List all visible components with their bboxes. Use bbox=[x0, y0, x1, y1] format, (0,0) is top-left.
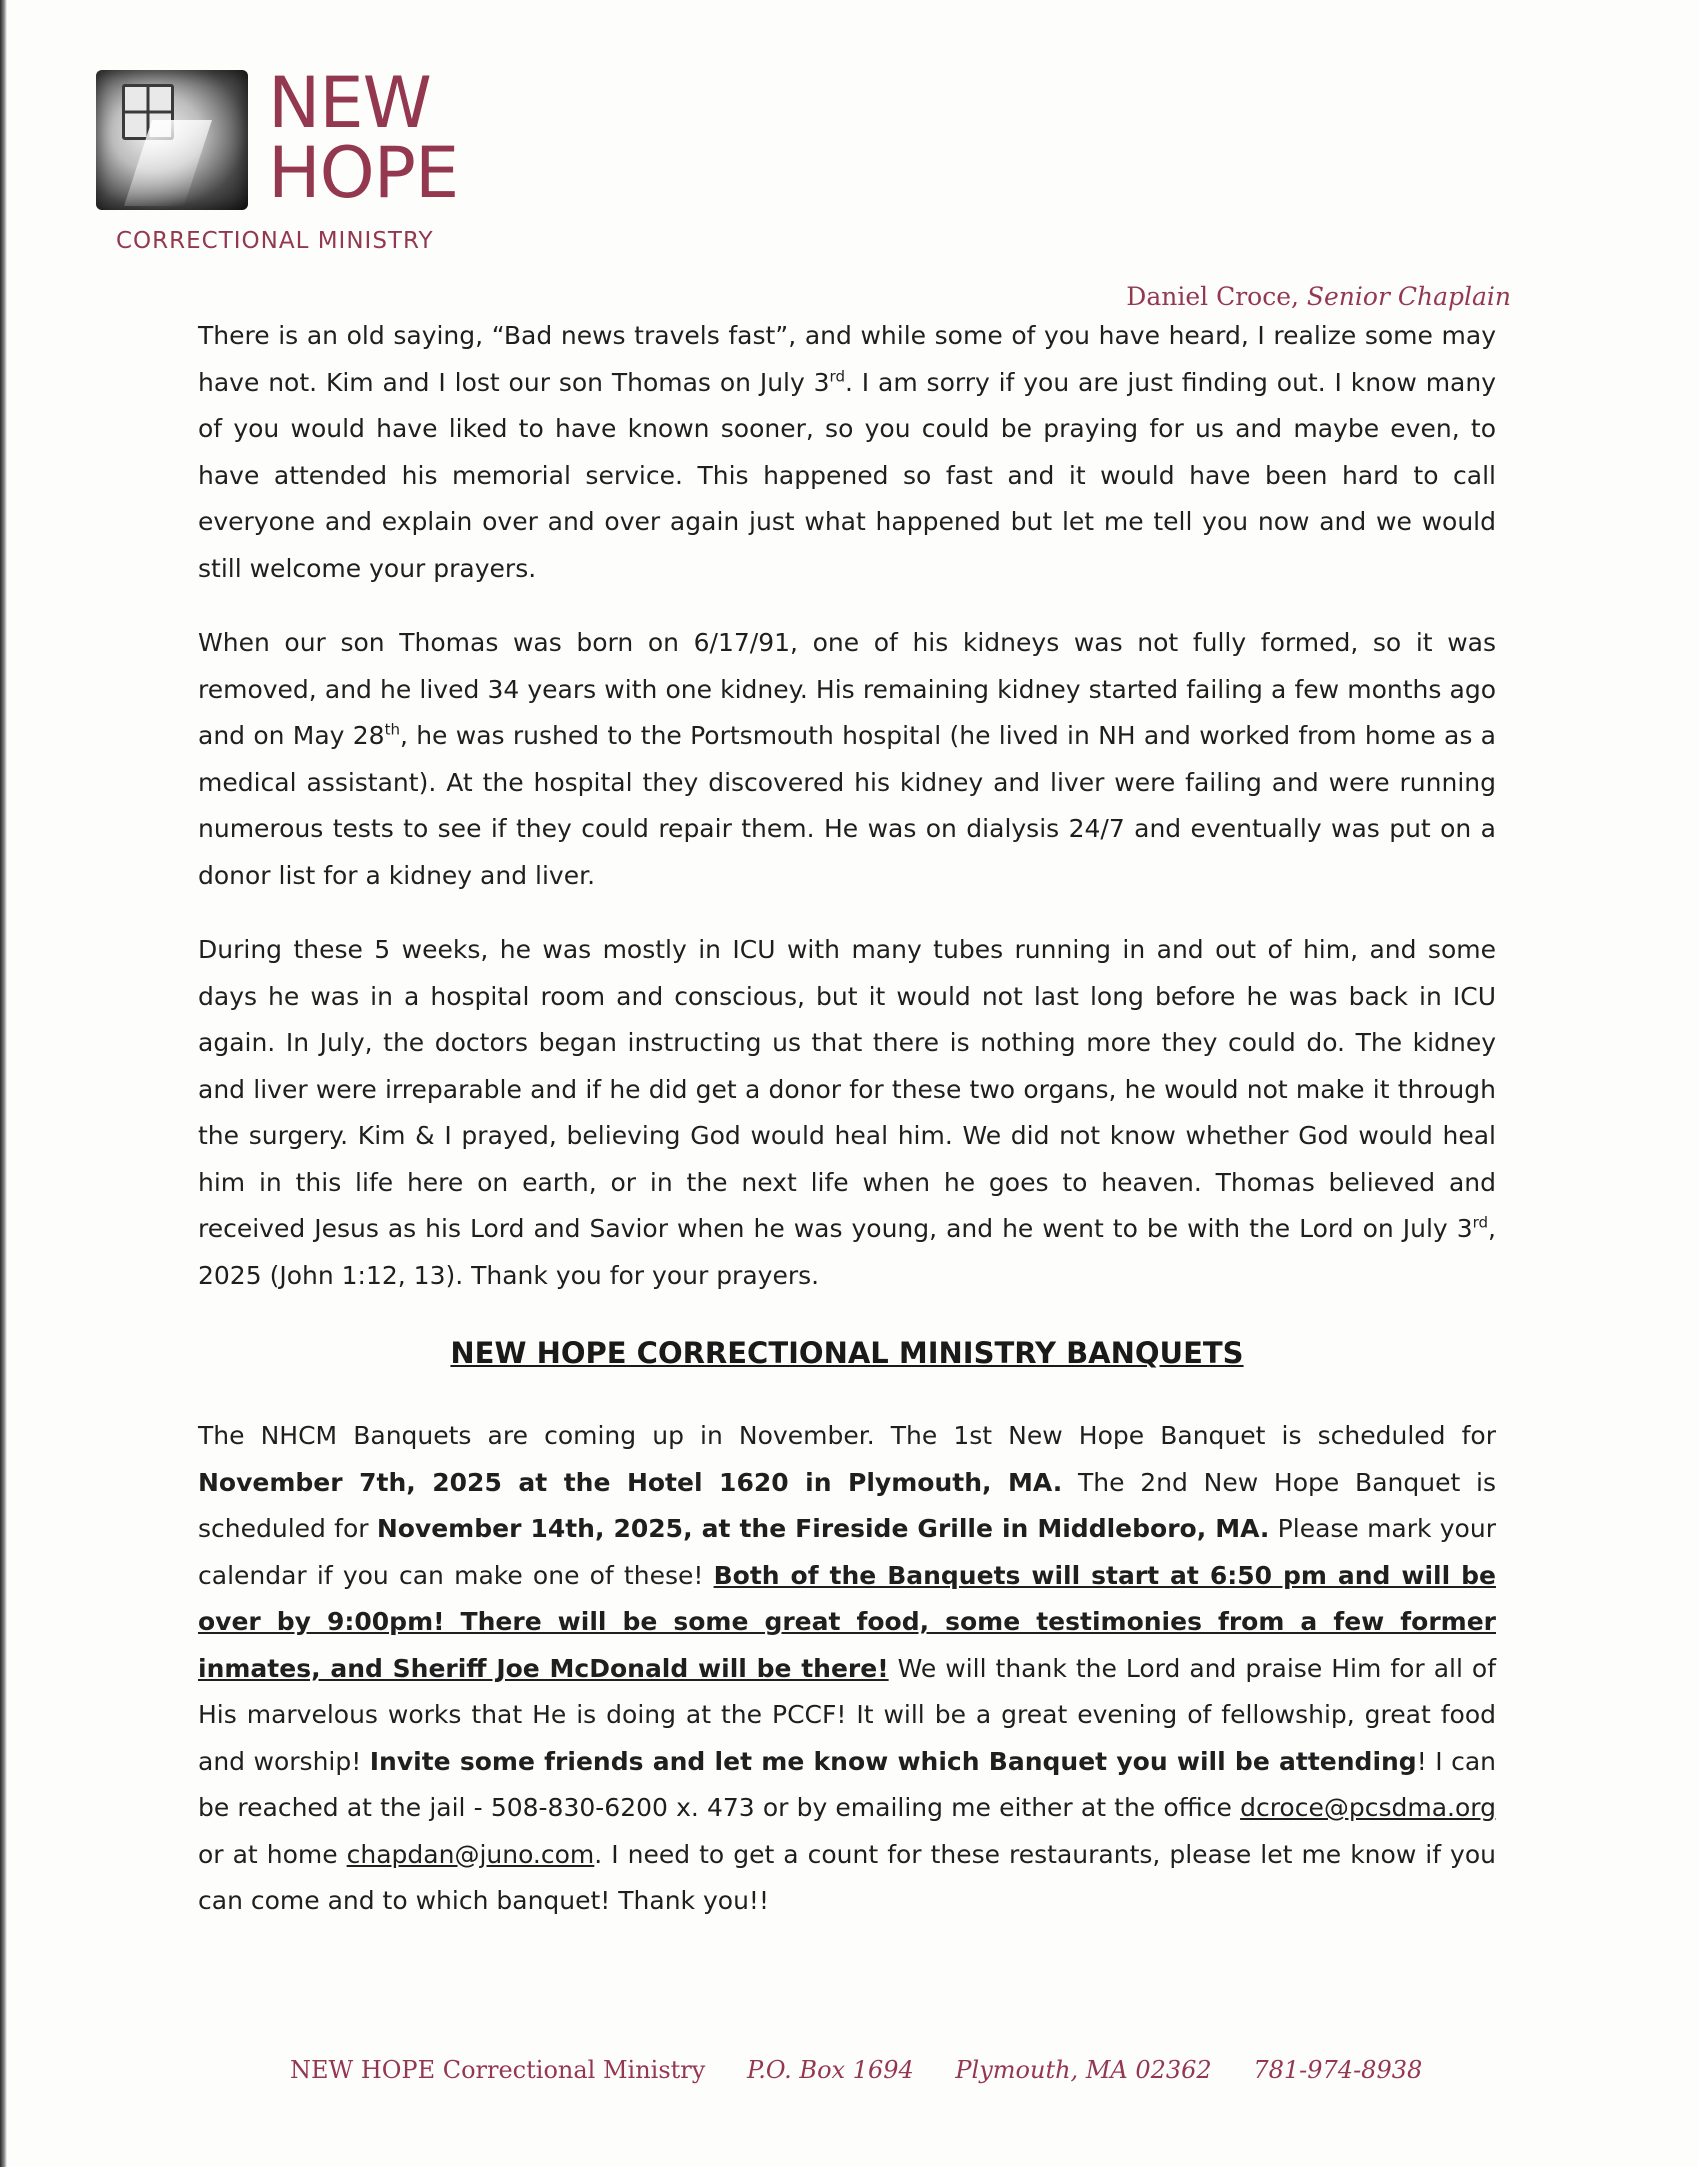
superscript: rd bbox=[829, 367, 845, 386]
footer-phone: 781-974-8938 bbox=[1253, 2056, 1423, 2084]
footer-po-box: P.O. Box 1694 bbox=[746, 2056, 914, 2084]
signature-name: Daniel Croce, bbox=[1126, 282, 1299, 311]
paragraph-text: The NHCM Banquets are coming up in November. The 1st New Hope Banquet is scheduled for bbox=[198, 1421, 1496, 1450]
invite-highlight: Invite some friends and let me know which Banquet you will be attending bbox=[369, 1746, 1417, 1776]
banquets-heading: NEW HOPE CORRECTIONAL MINISTRY BANQUETS bbox=[450, 1336, 1244, 1370]
paragraph-text: , he was rushed to the Portsmouth hospital (he lived in NH and worked from home as a medical assistant). At the hospital they discovered his kidney and liver were failing and were running numerous tests to see if they could repair them. He was on dialysis 24/7 and eventually was put on a donor list for a kidney and liver. bbox=[198, 721, 1496, 890]
footer-org: NEW HOPE Correctional Ministry bbox=[290, 2056, 706, 2084]
superscript: th bbox=[384, 720, 400, 739]
signature-line bbox=[1126, 282, 1511, 311]
letter-paragraph-1 bbox=[198, 313, 1496, 592]
paragraph-text: Please mark your calendar if you can make one of these! bbox=[198, 1514, 1496, 1590]
footer-city: Plymouth, MA 02362 bbox=[955, 2056, 1212, 2084]
banquets-paragraph bbox=[198, 1413, 1496, 1925]
paragraph-text: . I am sorry if you are just finding out. I know many of you would have liked to have known sooner, so you could be praying for us and maybe even, to have attended his memorial service. This happened so fast and it would have been hard to call everyone and explain over and over again just what happened but let me tell you now and we would still welcome your prayers. bbox=[198, 367, 1497, 583]
paragraph-text: ! I can be reached at the jail - 508-830-6200 x. 473 or by emailing me either at the office bbox=[198, 1746, 1497, 1822]
office-email-link[interactable]: dcroce@pcsdma.org bbox=[1240, 1793, 1496, 1822]
paragraph-text: During these 5 weeks, he was mostly in ICU with many tubes running in and out of him, and some days he was in a hospital room and conscious, but it would not last long before he was back in ICU again. In July, the doctors began instructing us that there is nothing more they could do. The kidney and liver were irreparable and if he did get a donor for these two organs, he would not make it through the surgery. Kim & I prayed, believing God would heal him. We did not know whether God would heal him in this life here on earth, or in the next life when he goes to heaven. Thomas believed and received Jesus as his Lord and Savior when he was young, and he went to be with the Lord on July 3 bbox=[198, 935, 1496, 1243]
paragraph-text: or at home bbox=[198, 1839, 347, 1869]
logo-word-hope: HOPE bbox=[268, 132, 459, 214]
banquet-2-details: November 14th, 2025, at the Fireside Grille in Middleboro, MA. bbox=[376, 1514, 1270, 1543]
banquet-time-highlight: Both of the Banquets will start at 6:50 pm and will be over by 9:00pm! There will be some great food, some testimonies from a few former inmates, and Sheriff Joe McDonald will be there! bbox=[198, 1560, 1496, 1683]
letter-paragraph-2 bbox=[198, 620, 1496, 899]
superscript: rd bbox=[1472, 1213, 1489, 1232]
signature-title: Senior Chaplain bbox=[1306, 282, 1511, 311]
paragraph-text: When our son Thomas was born on 6/17/91, one of his kidneys was not fully formed, so it was removed, and he lived 34 years with one kidney. His remaining kidney started failing a few months ago and on May 28 bbox=[198, 628, 1496, 750]
banquet-1-details: November 7th, 2025 at the Hotel 1620 in Plymouth, MA. bbox=[198, 1467, 1063, 1497]
prison-window-light-icon bbox=[96, 70, 248, 210]
page-scan-edge bbox=[0, 0, 7, 2167]
letterhead-footer bbox=[290, 2056, 1456, 2084]
logo-word-new: NEW bbox=[268, 62, 431, 144]
home-email-link[interactable]: chapdan@juno.com bbox=[346, 1839, 595, 1869]
letter-paragraph-3 bbox=[198, 927, 1496, 1299]
paragraph-text: The 2nd New Hope Banquet is scheduled for bbox=[198, 1467, 1496, 1543]
paragraph-text: We will thank the Lord and praise Him for all of His marvelous works that He is doing at the PCCF! It will be a great evening of fellowship, great food and worship! bbox=[198, 1653, 1497, 1776]
paragraph-text: , 2025 (John 1:12, 13). Thank you for your prayers. bbox=[198, 1214, 1496, 1290]
logo-subtitle: CORRECTIONAL MINISTRY bbox=[116, 228, 434, 254]
paragraph-text: There is an old saying, “Bad news travels fast”, and while some of you have heard, I realize some may have not. Kim and I lost our son Thomas on July 3 bbox=[198, 321, 1496, 397]
paragraph-text: . I need to get a count for these restaurants, please let me know if you can come and to which banquet! Thank you!! bbox=[198, 1839, 1496, 1915]
